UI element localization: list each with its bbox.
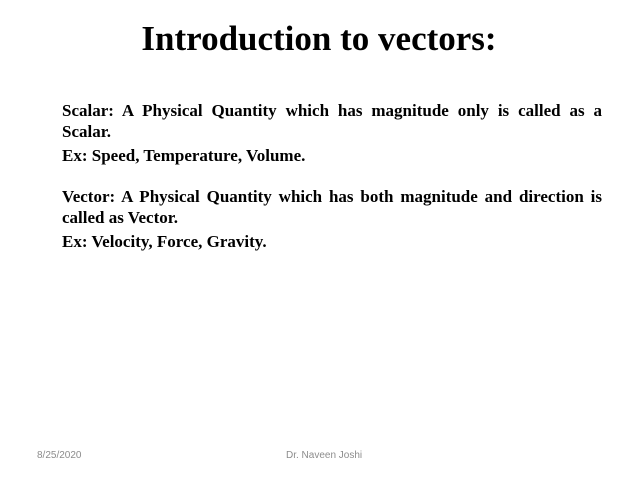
footer-date: 8/25/2020 (37, 450, 82, 461)
scalar-definition: Scalar: A Physical Quantity which has magnitude only is called as a Scalar. (62, 101, 602, 141)
scalar-examples: Ex: Speed, Temperature, Volume. (62, 146, 306, 165)
footer-author: Dr. Naveen Joshi (286, 450, 363, 461)
slide-title: Introduction to vectors: (141, 19, 497, 58)
slide-body (62, 100, 602, 272)
vector-examples: Ex: Velocity, Force, Gravity. (62, 232, 267, 251)
vector-definition: Vector: A Physical Quantity which has both magnitude and direction is called as Vector. (62, 187, 602, 227)
